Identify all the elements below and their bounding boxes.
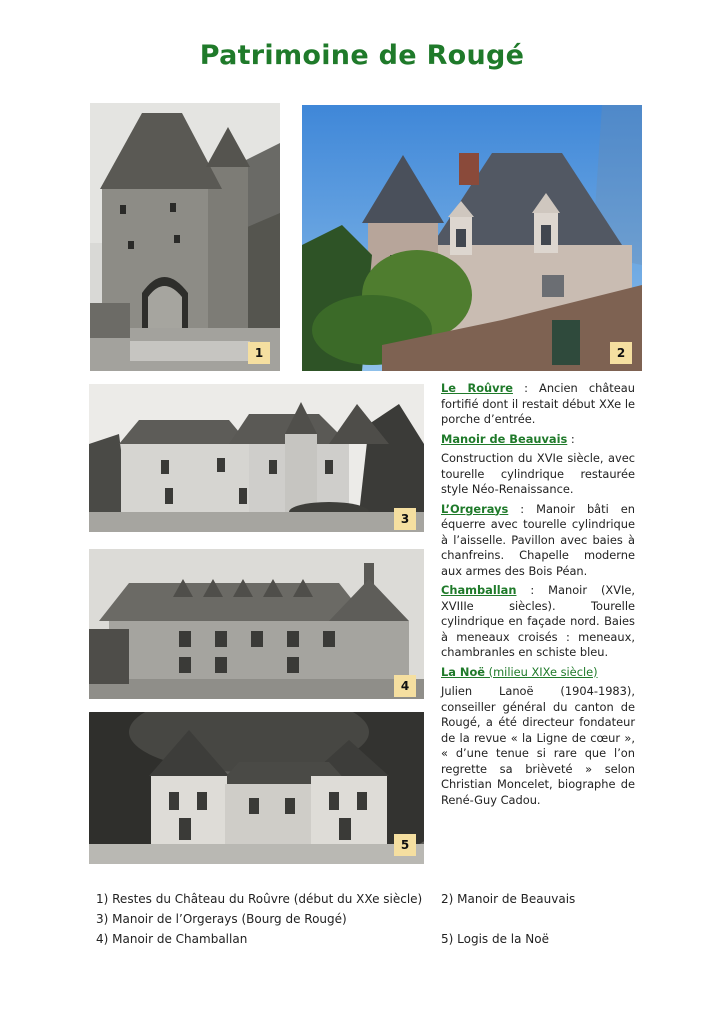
caption-4: 4) Manoir de Chamballan [96,932,248,946]
photo-beauvais [302,105,642,371]
description-column [441,381,635,812]
body-beauvais: Construction du XVIe siècle, avec tourelle cylindrique restaurée style Néo-Renaissance. [441,451,635,496]
paragraph-rouvre [441,381,635,428]
photo-rouvre [90,103,280,371]
caption-5: 5) Logis de la Noë [441,932,549,946]
heading-beauvais: Manoir de Beauvais [441,431,568,446]
photo-noe [89,712,424,864]
heading-noe: La Noë [441,664,485,679]
caption-2: 2) Manoir de Beauvais [441,892,576,906]
photo-number-badge: 4 [394,675,416,697]
photo-orgerays [89,384,424,532]
body-rouvre: : Ancien château fortifié dont il restait début XXe le porche d’entrée. [441,381,635,426]
paragraph-chamballan [441,583,635,661]
body-chamballan: : Manoir (XVIe, XVIIIe siècles). Tourelle cylindrique en façade nord. Baies à meneaux croisés : meneaux, chambranles en schiste bleu. [441,583,635,659]
heading-orgerays: L’Orgerays [441,501,509,516]
photo-number-badge: 1 [248,342,270,364]
photo-number-badge: 3 [394,508,416,530]
page-title: Patrimoine de Rougé [199,40,525,71]
photo-chamballan [89,549,424,699]
caption-1: 1) Restes du Château du Roûvre (début du XXe siècle) [96,892,423,906]
body-noe: Julien Lanoë (1904-1983), conseiller général du canton de Rougé, a été directeur fondateur de la revue « la Ligne de cœur », « d’une tenue si rare que l’on regrette sa brièveté » selon Christian Moncelet, biographe de René-Guy Cadou. [441,684,635,807]
heading-rouvre: Le Roûvre [441,381,513,395]
colon-beauvais: : [567,431,575,446]
photo-number-badge: 2 [610,342,632,364]
body-orgerays: : Manoir bâti en équerre avec tourelle cylindrique à l’aisselle. Pavillon avec baies à chanfreins. Chapelle moderne aux armes des Bois Péan. [441,501,635,578]
paragraph-noe-heading [441,665,635,681]
paragraph-beauvais-heading [441,432,635,448]
caption-3: 3) Manoir de l’Orgerays (Bourg de Rougé) [96,912,347,926]
paragraph-orgerays [441,502,635,580]
heading-chamballan: Chamballan [441,583,517,597]
photo-number-badge: 5 [394,834,416,856]
subheading-noe: (milieu XIXe siècle) [485,664,598,679]
